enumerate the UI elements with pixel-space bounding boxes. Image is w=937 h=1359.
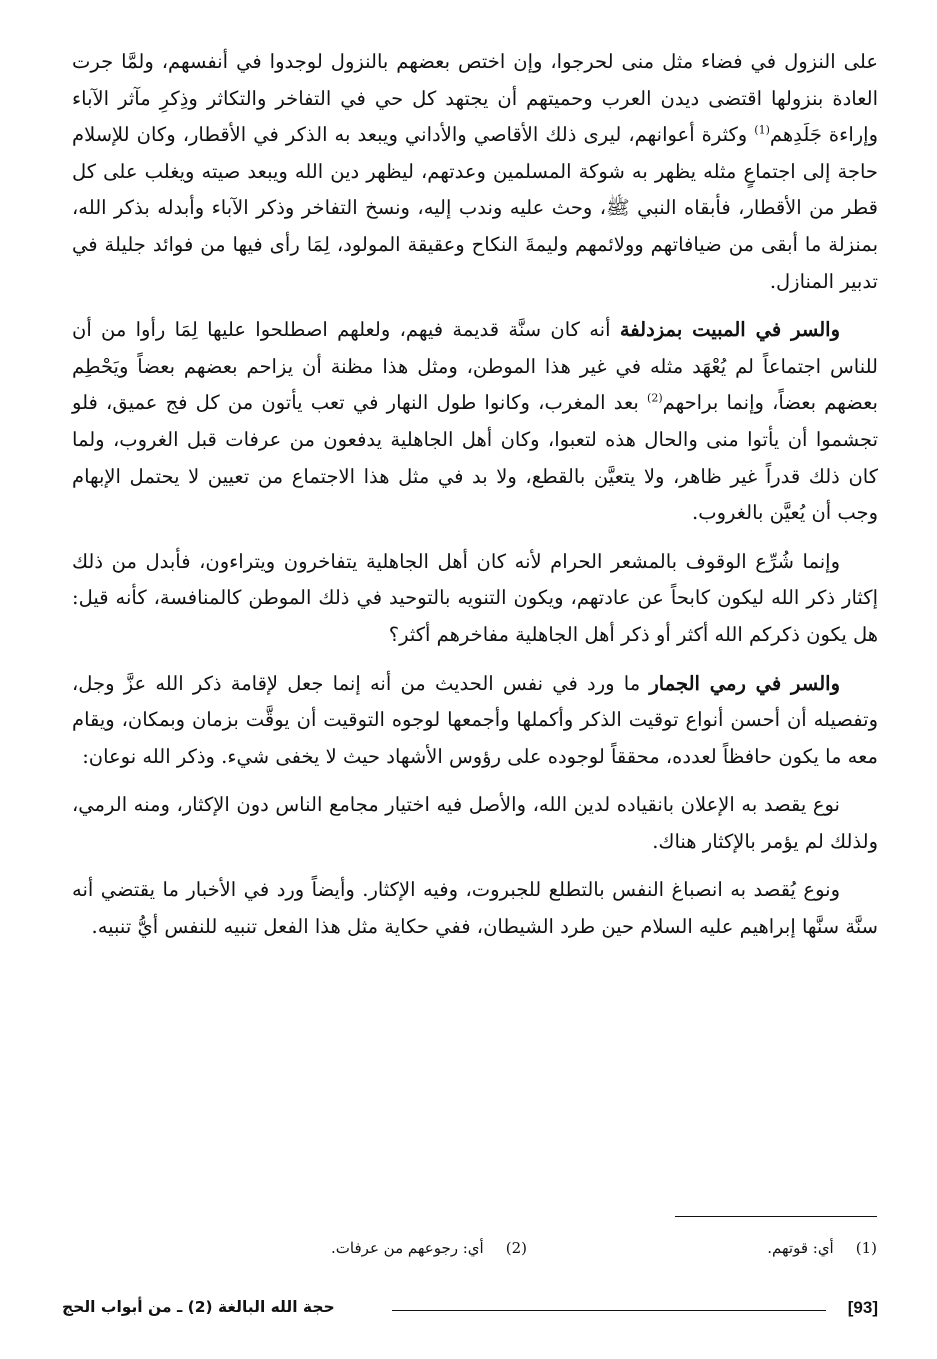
page-footer bbox=[62, 1296, 878, 1326]
running-title: حجة الله البالغة (2) ـ من أبواب الحج bbox=[62, 1298, 335, 1316]
footnote-1 bbox=[767, 1236, 877, 1260]
paragraph-5 bbox=[72, 787, 878, 860]
footnote-marker-1[interactable]: (1) bbox=[754, 123, 770, 137]
paragraph-3-text: وإنما شُرِّع الوقوف بالمشعر الحرام لأنه كان أهل الجاهلية يتفاخرون ويتراءون، فأبدل من ذلك إكثار ذكر الله ليكون كابحاً عن عادتهم، ويكون التنويه بالتوحيد في ذلك الموطن كالمنافسة، كأنه قيل: هل يكون ذكركم الله أكثر أو ذكر أهل الجاهلية مفاخرهم أكثر؟ bbox=[72, 549, 878, 646]
footnote-1-number: (1) bbox=[855, 1239, 877, 1257]
main-text bbox=[72, 44, 878, 946]
paragraph-5-text: نوع يقصد به الإعلان بانقياده لدين الله، والأصل فيه اختيار مجامع الناس دون الإكثار، ومنه الرمي، ولذلك لم يؤمر بالإكثار هناك. bbox=[72, 793, 878, 853]
paragraph-1-tail: وكثرة أعوانهم، ليرى ذلك الأقاصي والأداني ويبعد به الذكر في الأقطار، وكان للإسلام حاجة إلى اجتماعٍ مثله يظهر به شوكة المسلمين وعدتهم، ليظهر دين الله ويبعد صيته ويغلب على كل قطر من الأقطار، فأبقاه النبي ﷺ، وحث عليه وندب إليه، ونسخ التفاخر وذكر الآباء وأبدله بذكر الله، بمنزلة ما أبقى من ضيافاتهم وولائمهم وليمةَ النكاح وعقيقة المولود، لِمَا رأى فيها من فوائد جليلة في تدبير المنازل. bbox=[72, 123, 878, 293]
paragraph-4 bbox=[72, 666, 878, 776]
page-number: [93] bbox=[847, 1298, 878, 1317]
paragraph-1-text: على النزول في فضاء مثل منى لحرجوا، وإن اختص بعضهم بالنزول لوجدوا في أنفسهم، ولمَّا جرت العادة بنزولها اقتضى ديدن العرب وحميتهم أن يجتهد كل حي في التفاخر والتكاثر وذِكرِ مآثر الآباء وإراءة جَلَدِهم bbox=[72, 50, 878, 147]
footnote-2-text: أي: رجوعهم من عرفات. bbox=[331, 1239, 484, 1257]
footer-divider bbox=[392, 1310, 826, 1311]
paragraph-2-tail: بعد المغرب، وكانوا طول النهار في تعب يأتون من كل فج عميق، فلو تجشموا أن يأتوا منى والحال هذه لتعبوا، وكان أهل الجاهلية يدفعون من عرفات قبل الغروب، ولما كان ذلك قدراً غير ظاهر، ولا يتعيَّن بالقطع، ولا بد في مثل هذا الاجتماع من تعيين لا يحتمل الإبهام وجب أن يُعيَّن بالغروب. bbox=[72, 391, 878, 525]
paragraph-1 bbox=[72, 44, 878, 300]
footnote-divider bbox=[675, 1216, 877, 1217]
paragraph-3 bbox=[72, 544, 878, 654]
paragraph-2 bbox=[72, 312, 878, 532]
paragraph-4-text: ما ورد في نفس الحديث من أنه إنما جعل لإقامة ذكر الله عزَّ وجل، وتفصيله أن أحسن أنواع توقيت الذكر وأكملها وأجمعها لوجوه التوقيت أن يوقَّت بزمان وبمكان، ويقام معه ما يكون حافظاً لعدده، محققاً لوجوده على رؤوس الأشهاد حيث لا يخفى شيء. وذكر الله نوعان: bbox=[72, 671, 878, 768]
footnote-2 bbox=[331, 1236, 527, 1260]
footnote-1-text: أي: قوتهم. bbox=[767, 1239, 834, 1257]
paragraph-2-lead: والسر في المبيت بمزدلفة bbox=[619, 318, 840, 342]
paragraph-2-text: أنه كان سنَّة قديمة فيهم، ولعلهم اصطلحوا عليها لِمَا رأوا من أن للناس اجتماعاً لم يُعْهَد مثله في غير هذا الموطن، ومثل هذا مظنة أن يزاحم بعضهم بعضاً ويَحْطِم بعضهم بعضاً، وإنما براحهم bbox=[72, 318, 878, 415]
paragraph-6-text: ونوع يُقصد به انصباغ النفس بالتطلع للجبروت، وفيه الإكثار. وأيضاً ورد في الأخبار ما يقتضي أنه سنَّة سنَّها إبراهيم عليه السلام حين طرد الشيطان، ففي حكاية مثل هذا الفعل تنبيه للنفس أيُّ تنبيه. bbox=[72, 878, 878, 939]
paragraph-4-lead: والسر في رمي الجمار bbox=[649, 671, 840, 695]
footnote-marker-2[interactable]: (2) bbox=[647, 391, 663, 405]
paragraph-6 bbox=[72, 872, 878, 945]
footnote-2-number: (2) bbox=[505, 1239, 527, 1257]
